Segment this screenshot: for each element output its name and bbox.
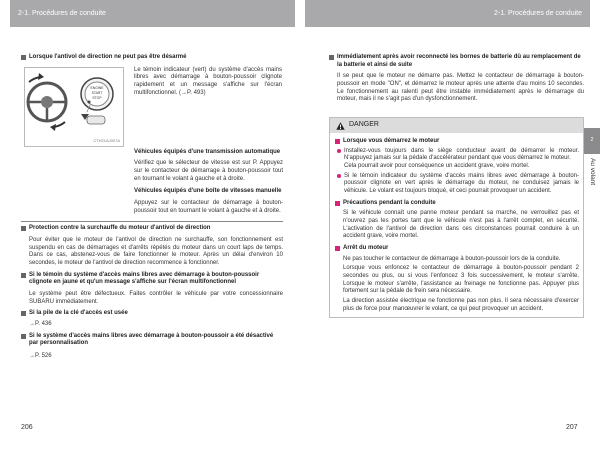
sub-sections [21, 149, 283, 216]
warning-triangle-icon [336, 122, 345, 130]
paragraph-automatic: Vérifiez que le sélecteur de vitesse est sur P. Appuyez sur le contacteur de démarrage à bouton-poussoir tout en tournant le volant à gauche et à droite. [134, 160, 283, 182]
bullet-dot-icon [337, 149, 341, 153]
list-item: Si le témoin indicateur du système d'accès mains libres avec démarrage à bouton-poussoir clignote en vert après le démarrage du moteur, ne conduisez jamais le véhicule. Le volant est toujours bloqué, et ceci pourrait provoquer un accident. [335, 173, 579, 196]
page-reference-link[interactable]: →P. 436 [29, 321, 52, 328]
figure-block [21, 67, 283, 147]
subheading-manual: Véhicules équipés d'une boîte de vitesses manuelle [134, 188, 282, 195]
paragraph: Ne pas toucher le contacteur de démarrage à bouton-poussoir lors de la conduite. [343, 255, 561, 262]
section-square-icon [21, 273, 26, 278]
danger-body [330, 133, 583, 317]
section-square-icon [21, 226, 26, 231]
section-square-icon [335, 246, 340, 251]
header-left-title: 2-1. Procédures de conduite [18, 10, 106, 17]
bullet-dot-icon [337, 174, 341, 178]
section-heading: Si le témoin du système d'accès mains libres avec démarrage à bouton-poussoir clignote en jaune et qu'un message s'affiche sur l'écran multifonctionnel [21, 272, 283, 287]
svg-text:ENGINE: ENGINE [90, 85, 104, 90]
section-square-icon [335, 139, 340, 144]
header-right-title: 2-1. Procédures de conduite [494, 10, 582, 17]
paragraph: Le système peut être défectueux. Faites contrôler le véhicule par votre concessionnaire SUBARU immédiatement. [29, 291, 283, 305]
chapter-tab[interactable] [584, 128, 600, 154]
danger-subheading: Lorsque vous démarrez le moteur [335, 138, 579, 146]
danger-box [329, 117, 584, 318]
subheading-automatic: Véhicules équipés d'une transmission automatique [134, 148, 281, 155]
header-left [10, 0, 295, 27]
paragraph: La direction assistée électrique ne fonctionne pas non plus. Il sera nécessaire d'exercer plus de force pour manœuvrer le volant, ce qui peut provoquer un accident. [343, 298, 579, 312]
steering-wheel-icon [25, 68, 123, 146]
danger-label: DANGER [349, 121, 379, 129]
left-column [21, 54, 283, 361]
section-heading: Si le système d'accès mains libres avec démarrage à bouton-poussoir a été désactivé par personnalisation [21, 333, 283, 348]
section-heading: Lorsque l'antivol de direction ne peut pas être désarmé [21, 54, 283, 62]
paragraph: Lorsque vous enfoncez le contacteur de démarrage à bouton-poussoir pendant 2 secondes ou plus, ou si vous l'enfoncez 3 fois successivement, le moteur s'arrête. Lorsque le moteur s'arrête, l'assistance au freinage ne fonctionne pas. Appuyer plus fortement sur la pédale de frein sera nécessaire. [343, 265, 579, 295]
right-column [329, 54, 584, 318]
section-heading: Protection contre la surchauffe du moteur d'antivol de direction [21, 225, 283, 233]
section-square-icon [21, 55, 26, 60]
section-heading: Si la pile de la clé d'accès est usée [21, 310, 283, 318]
section-square-icon [21, 311, 26, 316]
paragraph-manual: Appuyez sur le contacteur de démarrage à bouton-poussoir tout en tournant le volant à gauche et à droite. [134, 200, 283, 214]
figure-code: CTH21AJ007A [93, 137, 120, 143]
divider [21, 221, 283, 222]
danger-header [330, 118, 583, 133]
paragraph: Il se peut que le moteur ne démarre pas. Mettez le contacteur de démarrage à bouton-poussoir en mode "ON", et démarrez le moteur après une attente d'au moins 10 secondes. Le fonctionnement au ralenti peut être instable immédiatement après le démarrage du moteur, mais il ne s'agit pas d'un dysfonctionnement. [337, 73, 584, 103]
section-text: Le témoin indicateur (vert) du système d'accès mains libres avec démarrage à bouton-poussoir clignote rapidement et un message s'affiche sur l'écran multifonctionnel. (→P. 493) [134, 66, 282, 96]
chapter-label-text: Au volant [589, 158, 596, 186]
svg-text:START: START [91, 90, 103, 95]
header-right [305, 0, 590, 27]
section-square-icon [335, 201, 340, 206]
page-reference-link[interactable]: →P. 526 [29, 353, 52, 360]
paragraph: Si le véhicule connaît une panne moteur pendant sa marche, ne verrouillez pas et n'ouvrez pas les portes tant que le véhicule n'est pas à l'arrêt complet, en sécurité. L'activation de l'antivol de direction dans ces circonstances pourrait conduire à un accident grave, voire mortel. [343, 210, 579, 240]
list-item: Installez-vous toujours dans le siège conducteur avant de démarrer le moteur. N'appuyez jamais sur la pédale d'accélérateur pendant que vous démarrez le moteur. Cela pourrait avoir pour conséquence un accident grave, voire mortel. [335, 148, 579, 171]
section-square-icon [21, 334, 26, 339]
paragraph: Pour éviter que le moteur de l'antivol de direction ne surchauffe, son fonctionnement est suspendu en cas de démarrages et d'arrêts répétés du moteur dans un court laps de temps. Dans ce cas, abstenez-vous de faire fonctionner le moteur. Après un délai d'environ 10 secondes, le moteur de l'antivol de direction recommence à fonctionner. [29, 237, 283, 267]
chapter-number: 2 [590, 137, 594, 143]
danger-subheading: Précautions pendant la conduite [335, 200, 579, 208]
svg-text:STOP: STOP [92, 95, 102, 100]
danger-subheading: Arrêt du moteur [335, 245, 579, 253]
section-square-icon [329, 55, 334, 60]
chapter-label [587, 158, 597, 198]
page-number-left: 206 [21, 424, 33, 431]
page-number-right: 207 [566, 424, 578, 431]
section-heading: Immédiatement après avoir reconnecté les bornes de batterie dû au remplacement de la batterie et ainsi de suite [329, 54, 584, 69]
steering-lock-illustration [24, 67, 124, 147]
